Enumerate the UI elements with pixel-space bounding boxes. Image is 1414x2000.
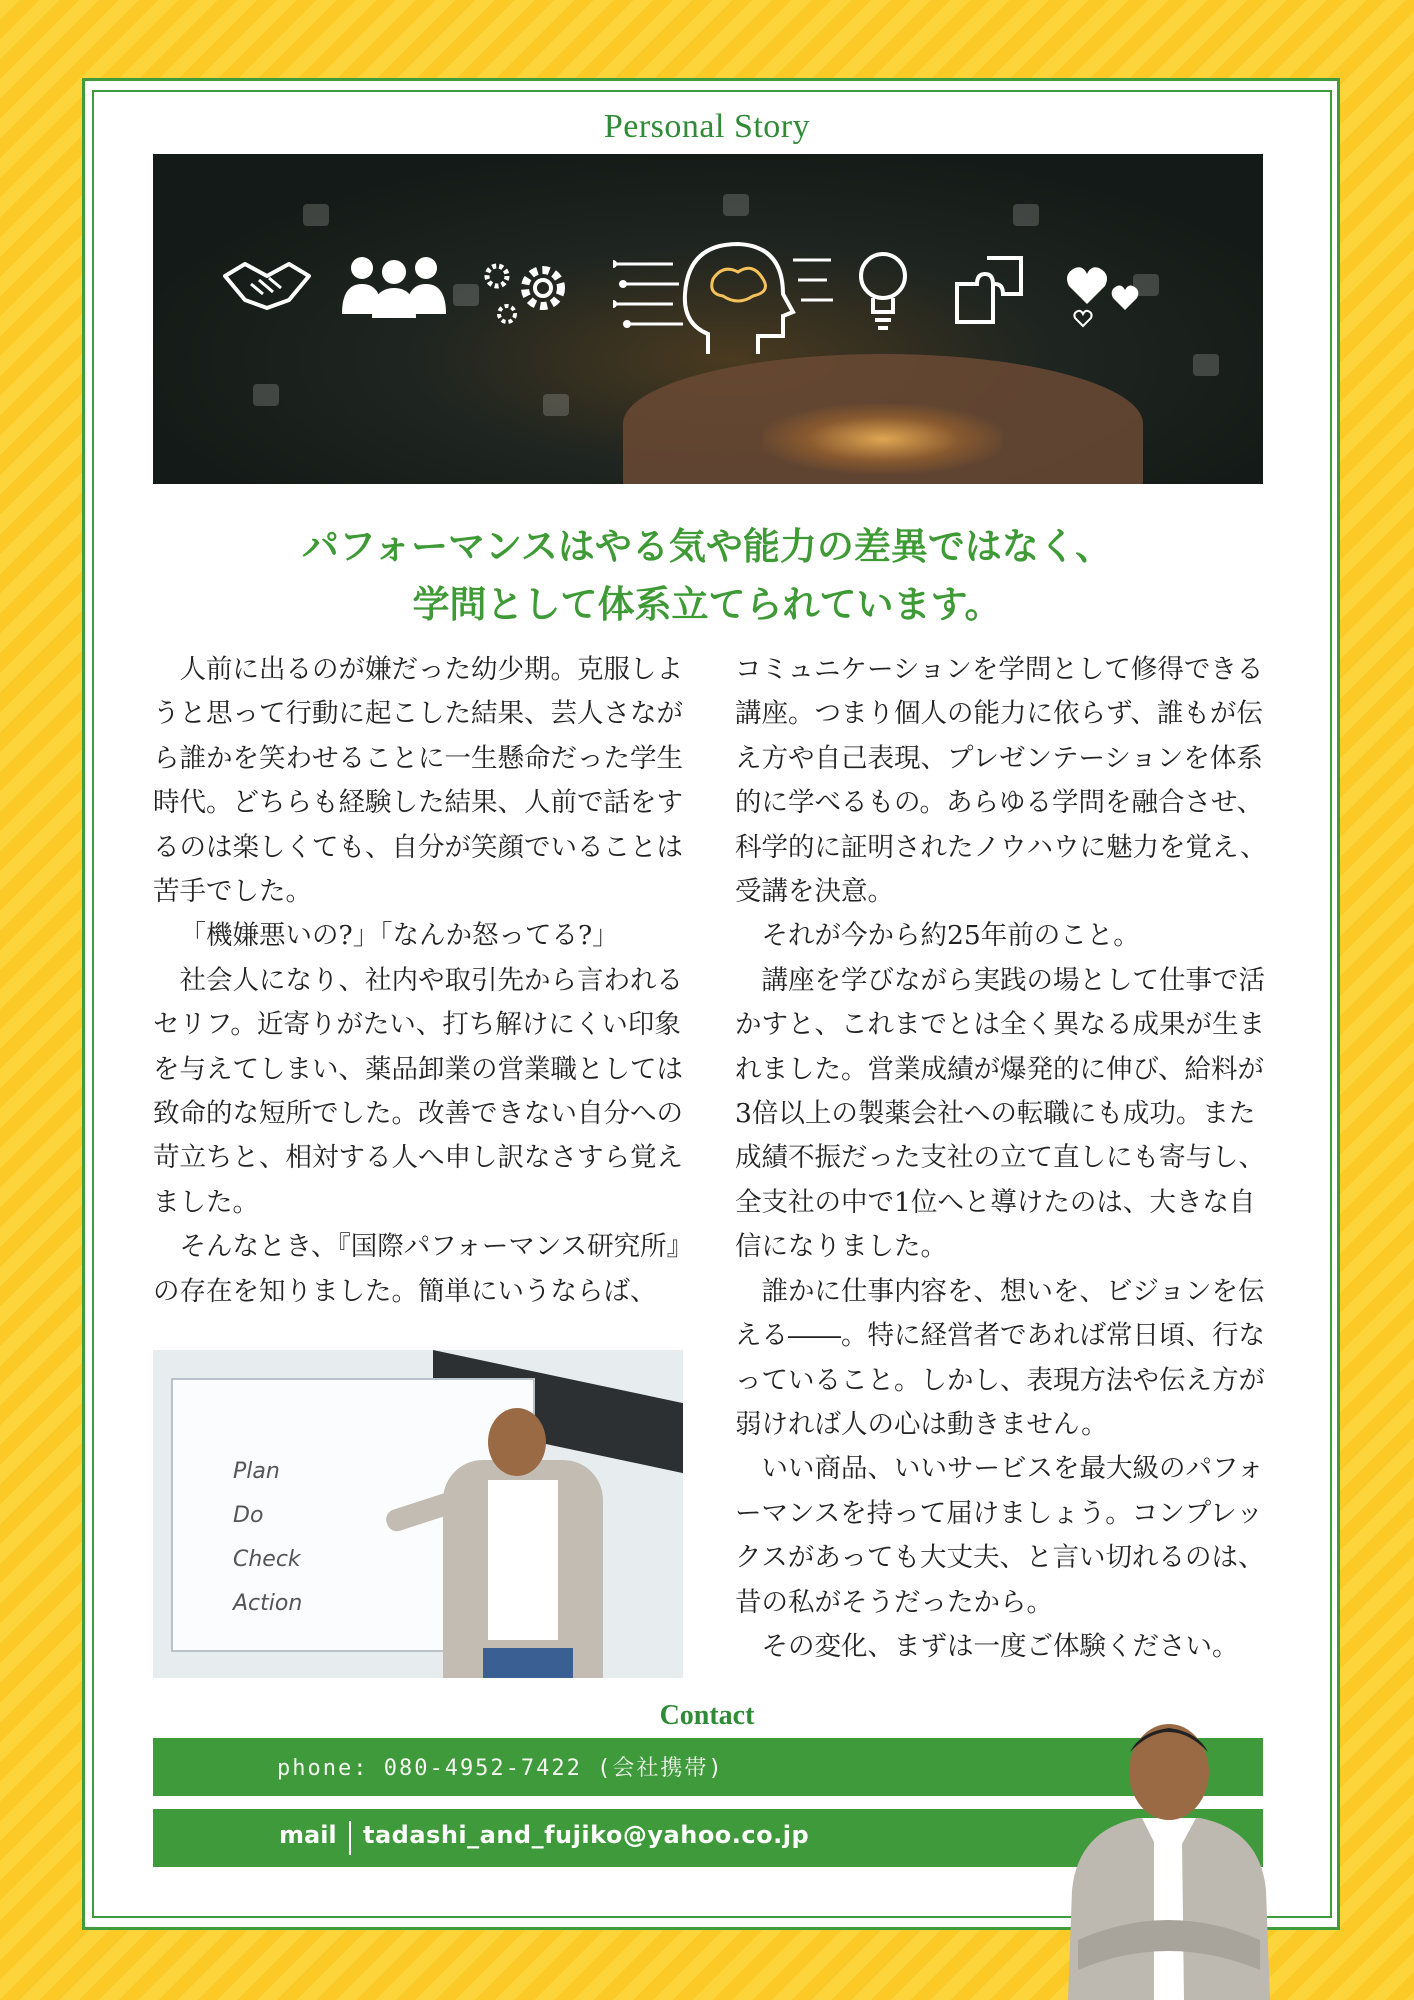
body-paragraph: 誰かに仕事内容を、想いを、ビジョンを伝える――。特に経営者であれば常日頃、行なっていること。しかし、表現方法や伝え方が弱ければ人の心は動きません。	[735, 1275, 1265, 1440]
whiteboard-line: Action	[233, 1591, 303, 1616]
body-paragraph: 人前に出るのが嫌だった幼少期。克服しようと思って行動に起こした結果、芸人さながら誰かを笑わせることに一生懸命だった学生時代。どちらも経験した結果、人前で話をするのは楽しくても、自分が笑顔でいることは苦手でした。	[153, 654, 683, 908]
body-paragraph: 「機嫌悪いの?」「なんか怒ってる?」	[179, 920, 619, 952]
speaker-shirt	[488, 1480, 558, 1640]
lecture-photo	[153, 1350, 683, 1678]
bg-thumb	[453, 284, 479, 306]
whiteboard-text	[233, 1450, 302, 1626]
body-paragraph: その変化、まずは一度ご体験ください。	[761, 1630, 1239, 1662]
whiteboard-line: Plan	[233, 1459, 280, 1484]
whiteboard-line: Check	[233, 1547, 301, 1572]
contact-title: Contact	[659, 1700, 755, 1731]
headline-line-2: 学問として体系立てられています。	[412, 583, 1002, 626]
ai-brain-icon	[613, 224, 833, 364]
mail-label: mail	[279, 1821, 337, 1849]
body-paragraph: それが今から約25年前のこと。	[761, 920, 1140, 952]
bg-thumb	[253, 384, 279, 406]
bg-thumb	[723, 194, 749, 216]
body-paragraph: 講座を学びながら実践の場として仕事で活かすと、これまでとは全く異なる成果が生まれました。営業成績が爆発的に伸び、給料が3倍以上の製薬会社への転職にも成功。また成績不振だった支社の立て直しにも寄与し、全支社の中で1位へと導けたのは、大きな自信になりました。	[735, 964, 1265, 1263]
speaker-head	[488, 1408, 546, 1476]
gears-icon	[481, 258, 571, 330]
body-left-column	[153, 648, 685, 1314]
bg-thumb	[543, 394, 569, 416]
speaker-jeans	[483, 1648, 573, 1678]
bg-thumb	[1193, 354, 1219, 376]
body-paragraph: そんなとき、『国際パフォーマンス研究所』の存在を知りました。簡単にいうならば、	[153, 1231, 680, 1307]
portrait-photo	[1058, 1700, 1280, 2000]
puzzle-icon	[953, 254, 1025, 326]
glow-effect	[763, 404, 1003, 474]
bg-thumb	[303, 204, 329, 226]
body-paragraph: いい商品、いいサービスを最大級のパフォーマンスを持って届けましょう。コンプレックスがあっても大丈夫、と言い切れるのは、昔の私がそうだったから。	[735, 1453, 1265, 1618]
headline	[0, 518, 1414, 634]
mail-divider	[349, 1821, 351, 1855]
team-icon	[338, 252, 450, 320]
mail-address[interactable]: tadashi_and_fujiko@yahoo.co.jp	[363, 1821, 810, 1849]
lightbulb-icon	[853, 246, 913, 336]
body-right-column	[735, 648, 1280, 1669]
whiteboard-line: Do	[233, 1503, 264, 1528]
body-paragraph: コミュニケーションを学問として修得できる講座。つまり個人の能力に依らず、誰もが伝え方や自己表現、プレゼンテーションを体系的に学べるもの。あらゆる学問を融合させ、科学的に証明されたノウハウに魅力を覚え、受講を決意。	[735, 654, 1267, 908]
section-title: Personal Story	[603, 108, 811, 145]
body-paragraph: 社会人になり、社内や取引先から言われるセリフ。近寄りがたい、打ち解けにくい印象を与えてしまい、薬品卸業の営業職としては致命的な短所でした。改善できない自分への苛立ちと、相対する人へ申し訳なさすら覚えました。	[153, 964, 683, 1218]
headline-line-1: パフォーマンスはやる気や能力の差異ではなく、	[301, 525, 1113, 568]
banner-image	[153, 154, 1263, 484]
bg-thumb	[1013, 204, 1039, 226]
handshake-icon	[221, 254, 313, 314]
phone-number[interactable]: phone: 080-4952-7422 (会社携帯)	[277, 1756, 724, 1781]
hearts-icon	[1065, 260, 1145, 330]
